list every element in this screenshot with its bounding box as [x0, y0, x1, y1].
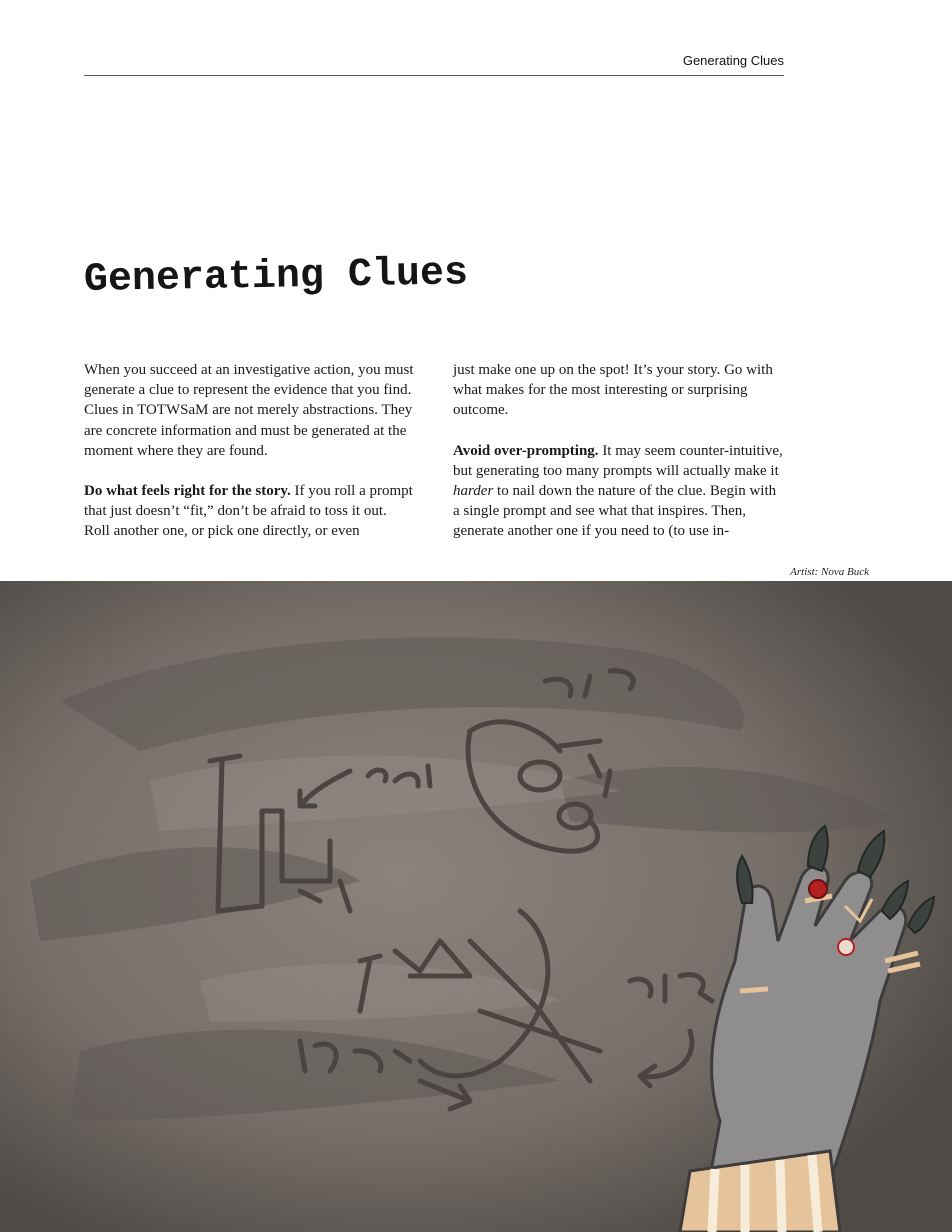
running-header [84, 52, 784, 76]
paragraph-continued: just make one up on the spot! It’s your story. Go with what makes for the most interesting or surprising outcome. [453, 362, 773, 419]
paragraph-text: If you roll a prompt that just doesn’t “fit,” don’t be afraid to toss it out. Roll another one, or pick one directly, or even [84, 483, 413, 540]
illustration-svg [0, 581, 952, 1232]
paragraph-do-what-feels-right [84, 481, 414, 542]
paragraph-avoid-over-prompting [453, 441, 783, 542]
chapter-title: Generating Clues [83, 251, 469, 303]
emphasis-text: harder [453, 483, 494, 500]
text-column-right [453, 360, 783, 562]
lead-in-bold: Do what feels right for the story. [84, 483, 291, 500]
text-column-left [84, 360, 414, 562]
lead-in-bold: Avoid over-prompting. [453, 442, 599, 459]
skull-ring-icon [838, 939, 854, 955]
ruby-ring-icon [809, 880, 827, 898]
paragraph-intro: When you succeed at an investigative action, you must generate a clue to represent the evidence that you find. Clues in TOTWSaM are not merely abstractions. They are concrete information and must be generated at the moment where they are found. [84, 362, 414, 459]
illustration-ash-runes-hand [0, 581, 952, 1232]
paragraph-text: to nail down the nature of the clue. Begin with a single prompt and see what that inspires. Then, generate another one if you need to (to use in- [453, 483, 777, 540]
artist-credit: Artist: Nova Buck [790, 566, 869, 578]
paragraph-text: It may seem counter-intuitive, but generating too many prompts will actually make it [453, 442, 783, 479]
running-header-title: Generating Clues [682, 53, 784, 68]
